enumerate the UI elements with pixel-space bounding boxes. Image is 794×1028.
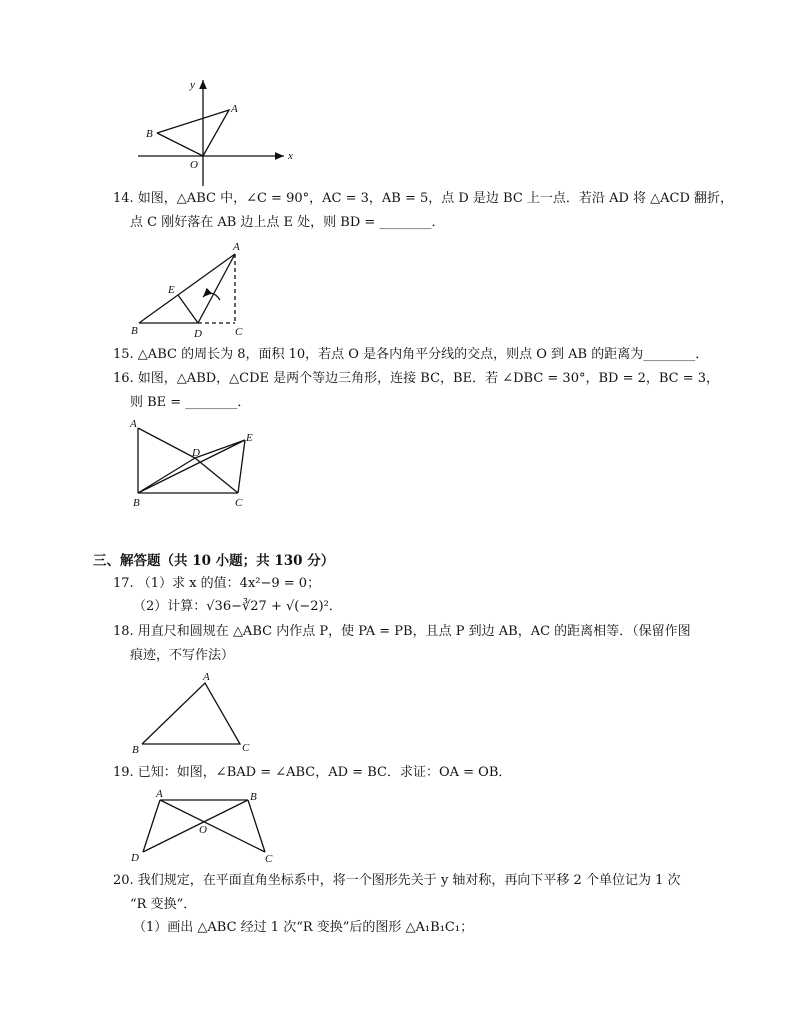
- label-b: B: [146, 128, 153, 140]
- q18-label-c: C: [242, 742, 250, 754]
- q15-line1: 15. △ABC 的周长为 8，面积 10，若点 O 是各内角平分线的交点，则点 O 到 AB 的距离为________．: [113, 347, 709, 362]
- q14-line1: 14. 如图，△ABC 中，∠C = 90°，AC = 3，AB = 5，点 D 是边 BC 上一点．若沿 AD 将 △ACD 翻折，: [113, 191, 734, 206]
- section-heading: 三、解答题（共 10 小题；共 130 分）: [93, 553, 335, 569]
- q16-line2: 则 BE = ________．: [130, 395, 251, 410]
- q19-label-c: C: [265, 853, 273, 865]
- q18-label-a: A: [203, 671, 210, 683]
- q14-label-a: A: [233, 241, 240, 253]
- q17-line2: （2）计算：√36−∛27 + √(−2)²．: [133, 599, 342, 614]
- q14-label-d: D: [194, 328, 202, 340]
- q19-line1: 19. 已知：如图，∠BAD = ∠ABC，AD = BC．求证：OA = OB．: [113, 765, 512, 780]
- q17-line1: 17. （1）求 x 的值：4x²−9 = 0；: [113, 576, 321, 591]
- q19-label-d: D: [131, 852, 139, 864]
- q20-line3: （1）画出 △ABC 经过 1 次“R 变换”后的图形 △A₁B₁C₁；: [133, 920, 474, 935]
- q14-label-e: E: [168, 284, 175, 296]
- q18-line1: 18. 用直尺和圆规在 △ABC 内作点 P，使 PA = PB，且点 P 到边 AB，AC 的距离相等．（保留作图: [113, 624, 691, 639]
- q16-line1: 16. 如图，△ABD，△CDE 是两个等边三角形，连接 BC，BE．若 ∠DBC = 30°，BD = 2，BC = 3，: [113, 371, 720, 386]
- q16-label-e: E: [246, 432, 253, 444]
- label-a: A: [231, 103, 238, 115]
- label-o: O: [190, 159, 198, 171]
- q16-label-b: B: [133, 497, 140, 509]
- q19-bd: [143, 800, 248, 852]
- q14-line2: 点 C 刚好落在 AB 边上点 E 处，则 BD = ________．: [130, 215, 445, 230]
- q14-label-c: C: [235, 326, 243, 338]
- q16-label-a: A: [130, 418, 137, 430]
- label-x: x: [288, 150, 293, 162]
- q20-line1: 20. 我们规定，在平面直角坐标系中，将一个图形先关于 y 轴对称，再向下平移 2 个单位记为 1 次: [113, 873, 681, 888]
- q19-label-b: B: [250, 791, 257, 803]
- q16-label-d: D: [192, 447, 200, 459]
- q19-label-a: A: [156, 788, 163, 800]
- q18-label-b: B: [132, 744, 139, 756]
- q18-line2: 痕迹，不写作法）: [130, 648, 235, 663]
- q19-ac: [160, 800, 265, 852]
- q14-label-b: B: [131, 325, 138, 337]
- q16-label-c: C: [235, 497, 243, 509]
- label-y: y: [190, 79, 195, 91]
- q19-label-o: O: [199, 824, 207, 836]
- q20-line2: “R 变换”．: [130, 897, 197, 912]
